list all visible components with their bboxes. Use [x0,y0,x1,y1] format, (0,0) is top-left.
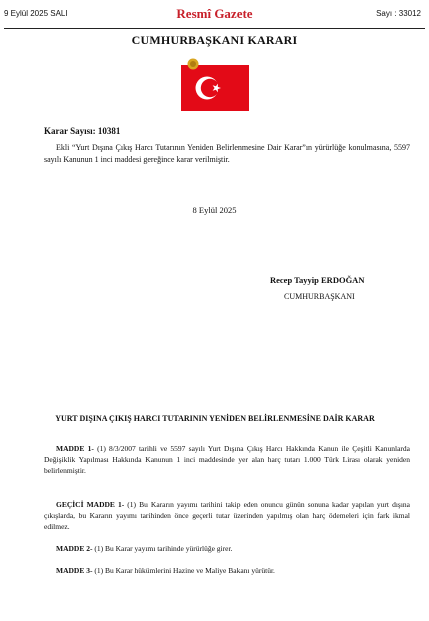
article-paragraph [44,543,410,554]
decision-heading: CUMHURBAŞKANI KARARI [131,33,298,47]
issue-date: 9 Eylül 2025 SALI [4,9,68,18]
signatory-name: Recep Tayyip ERDOĞAN [270,275,365,285]
gazette-header [0,6,429,22]
article-paragraph [44,565,410,576]
signatory-title: CUMHURBAŞKANI [284,292,355,301]
emblem-icon [186,57,200,71]
article-text: (1) 8/3/2007 tarihli ve 5597 sayılı Yurt Dışına Çıkış Harcı Hakkında Kanun ile Çeşitli Kanunlarda Değişiklik Yapılması Hakkında Kanunun 1 inci maddesinde yer alan harç tutarı 1.000 Türk Lirası olarak yeniden belirlenmiştir. [44,444,410,475]
article-label: GEÇİCİ MADDE 1- [56,500,125,509]
article-paragraph [44,443,410,476]
article-text: (1) Bu Kararın yayımı tarihini takip eden onuncu günün sonuna kadar yapılan yurt dışına çıkışlarda, bu Kararın yayımı tarihinden önce geçerli tutar üzerinden yapılmış olan harç ödemeleri için fark ikmal edilmez. [44,500,410,531]
annex-title: YURT DIŞINA ÇIKIŞ HARCI TUTARININ YENİDEN BELİRLENMESİNE DAİR KARAR [55,414,375,423]
article-label: MADDE 3- [56,566,93,575]
issue-number: Sayı : 33012 [376,9,421,18]
article-paragraph [44,499,410,532]
header-divider [4,28,425,29]
article-text: (1) Bu Karar hükümlerini Hazine ve Maliye Bakanı yürütür. [92,566,275,575]
decision-date: 8 Eylül 2025 [192,205,237,215]
turkish-flag-icon [181,65,249,111]
article-label: MADDE 2- [56,544,93,553]
decision-text: Ekli “Yurt Dışına Çıkış Harcı Tutarının Yeniden Belirlenmesine Dair Karar”ın yürürlüğe konulmasına, 5597 sayılı Kanunun 1 inci maddesi gereğince karar verilmiştir. [44,143,410,164]
article-label: MADDE 1- [56,444,94,453]
decision-number: Karar Sayısı: 10381 [44,126,121,136]
article-text: (1) Bu Karar yayımı tarihinde yürürlüğe girer. [92,544,233,553]
gazette-title: Resmî Gazete [176,6,253,21]
